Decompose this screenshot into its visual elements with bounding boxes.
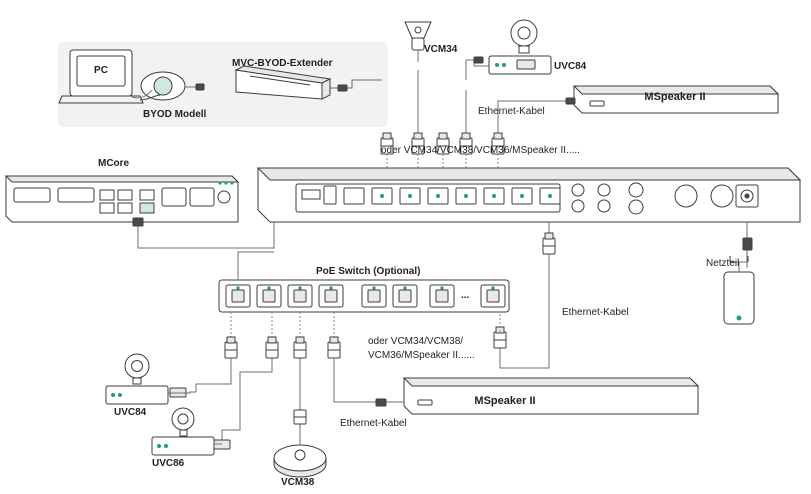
mspeaker-bottom-label: MSpeaker II [474,395,536,407]
vcm38-puck-icon [274,440,326,477]
rj45-connector-icon-8 [225,337,237,358]
mspeaker-top-label: MSpeaker II [644,91,706,103]
mcore-label: MCore [98,158,130,169]
rj45-connector-icon-11 [328,337,340,358]
uvc84-camera-icon-bottom [106,354,196,404]
mshell-chassis-icon [258,168,800,222]
rj45-connector-icon-10 [294,337,306,358]
mcore-module-icon [6,176,238,222]
byod-dongle-icon [140,72,185,100]
extender-label: MVC-BYOD-Extender [232,58,333,69]
uvc86-bottom-label: UVC86 [152,458,185,469]
poe-dots-label: ... [461,290,470,301]
oder-top-label: oder VCM34/VCM38/VCM36/MSpeaker II..... [381,145,580,156]
uvc86-camera-icon-bottom [152,408,230,455]
ethernet-top-label: Ethernet-Kabel [478,106,545,117]
ethernet-right-label: Ethernet-Kabel [562,307,629,318]
extender-box-icon [236,66,330,99]
vcm38-bottom-label: VCM38 [281,477,315,488]
uvc84-camera-icon [489,20,551,74]
uvc84-bottom-label: UVC84 [114,407,147,418]
vcm34-label: VCM34 [424,44,458,55]
rj45-connector-icon-9 [266,337,278,358]
pc-label: PC [94,65,108,76]
poe-switch-label: PoE Switch (Optional) [316,266,421,277]
oder-mid-line2: VCM36/MSpeaker II...... [368,350,475,361]
oder-mid-line1: oder VCM34/VCM38/ [368,336,464,347]
uvc84-top-label: UVC84 [554,61,587,72]
rj45-connector-icon-6 [543,233,555,254]
ethernet-bottom-label: Ethernet-Kabel [340,418,407,429]
netzteil-label: Netzteil [706,258,740,269]
byod-model-label: BYOD Modell [143,109,207,120]
rj45-connector-icon-12 [294,410,306,424]
